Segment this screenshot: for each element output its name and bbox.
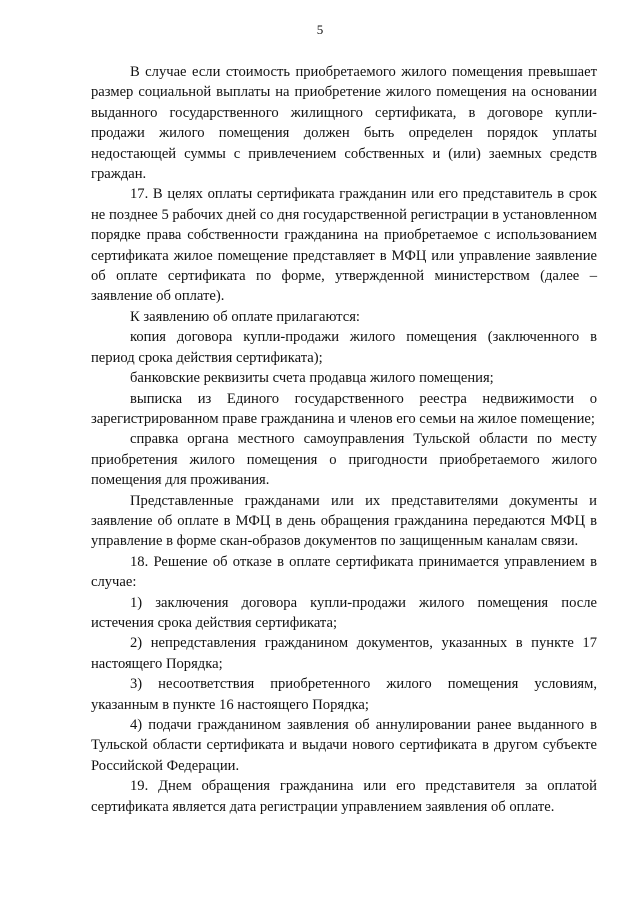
paragraph-excess-cost: В случае если стоимость приобретаемого жилого помещения превышает размер социальной выплаты на приобретение жилого помещения на основании выданного государственного жилищного сертификата, в договоре купли-продажи жилого помещения должен быть определен порядок уплаты недостающей суммы с привлечением собственных и (или) заемных средств граждан. xyxy=(91,64,597,183)
paragraph-attachment-suitability-certificate: справка органа местного самоуправления Тульской области по месту приобретения жилого помещения о пригодности приобретаемого жилого помещения для проживания. xyxy=(91,431,597,489)
paragraph-attachment-bank-details: банковские реквизиты счета продавца жилого помещения; xyxy=(130,370,494,387)
paragraph-refusal-reason-4: 4) подачи гражданином заявления об аннулировании ранее выданного в Тульской области сертификата и выдачи нового сертификата в другом субъекте Российской Федерации. xyxy=(91,717,597,774)
paragraph-refusal-reason-1: 1) заключения договора купли-продажи жилого помещения после истечения срока действия сертификата; xyxy=(91,594,597,631)
document-body xyxy=(91,62,597,817)
paragraph-item-19: 19. Днем обращения гражданина или его представителя за оплатой сертификата является дата регистрации управлением заявления об оплате. xyxy=(91,778,597,815)
paragraph-refusal-reason-3: 3) несоответствия приобретенного жилого помещения условиям, указанным в пункте 16 настоящего Порядка; xyxy=(91,676,597,713)
page-number: 5 xyxy=(316,22,324,37)
paragraph-attachment-registry-extract: выписка из Единого государственного реестра недвижимости о зарегистрированном праве гражданина и членов его семьи на жилое помещение; xyxy=(91,390,597,427)
paragraph-refusal-reason-2: 2) непредставления гражданином документов, указанных в пункте 17 настоящего Порядка; xyxy=(91,635,597,672)
paragraph-attachment-contract: копия договора купли-продажи жилого помещения (заключенного в период срока действия сертификата); xyxy=(91,329,597,366)
paragraph-item-17: 17. В целях оплаты сертификата гражданин или его представитель в срок не позднее 5 рабочих дней со дня государственной регистрации в установленном порядке права собственности гражданина на приобретаемое с использованием сертификата жилое помещение представляет в МФЦ или управление заявление об оплате сертификата по форме, утвержденной министерством (далее – заявление об оплате). xyxy=(91,186,597,305)
paragraph-document-transfer: Представленные гражданами или их представителями документы и заявление об оплате в МФЦ в день обращения гражданина передаются МФЦ в управление в форме скан-образов документов по защищенным каналам связи. xyxy=(91,492,597,550)
paragraph-item-18: 18. Решение об отказе в оплате сертификата принимается управлением в случае: xyxy=(91,553,597,591)
paragraph-attachments-intro: К заявлению об оплате прилагаются: xyxy=(130,308,360,325)
